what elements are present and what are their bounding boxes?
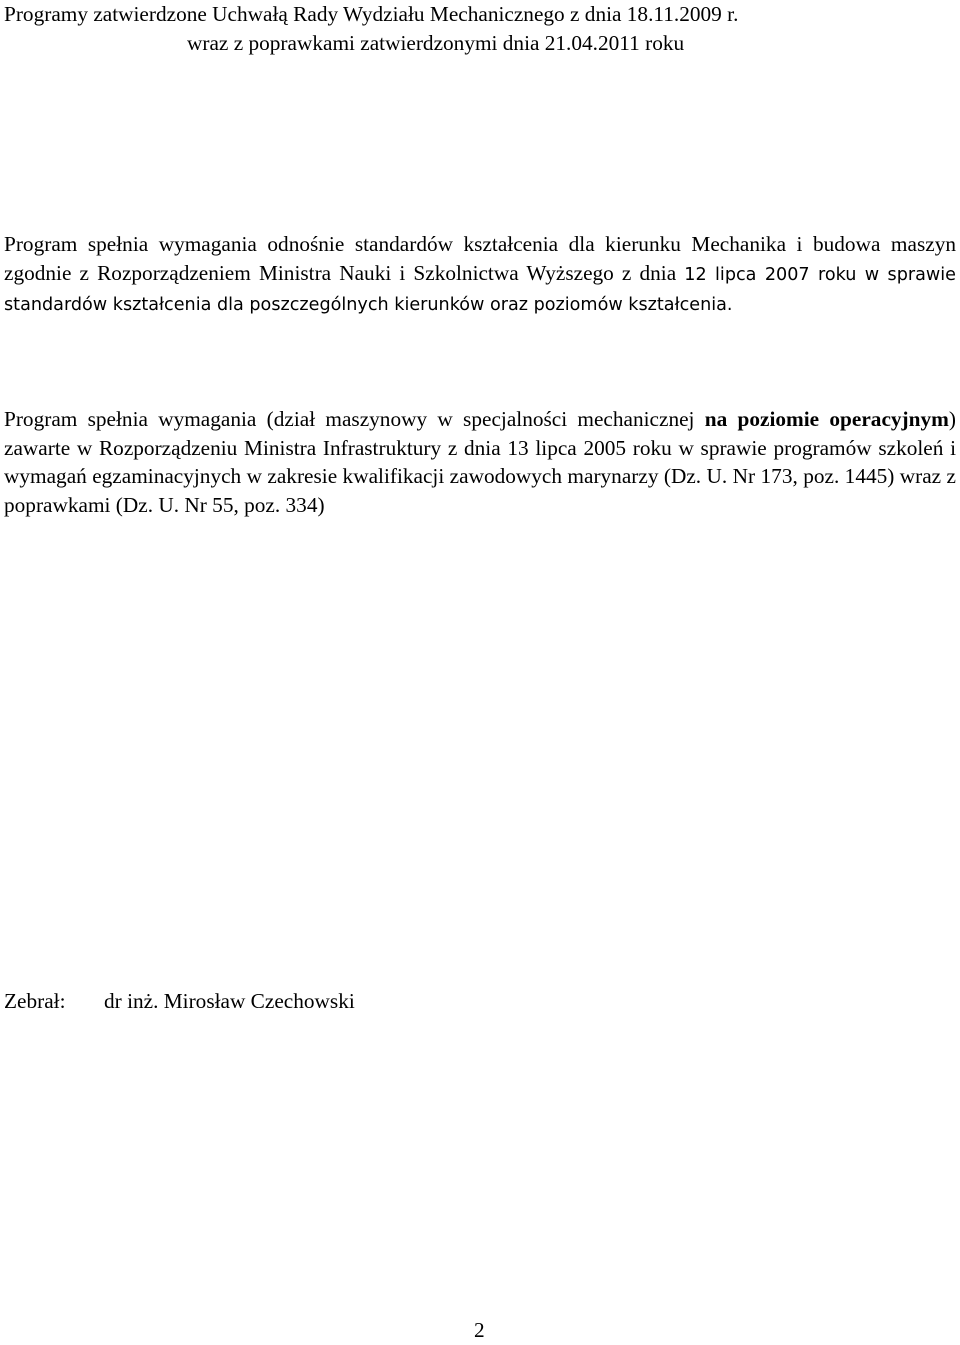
header-line-approval: Programy zatwierdzone Uchwałą Rady Wydziału Mechanicznego z dnia 18.11.2009 r.	[4, 2, 739, 26]
paragraph-standards-text-sans: 12 lipca 2007 roku w sprawie standardów kształcenia dla poszczególnych kierunków oraz poziomów kształcenia.	[4, 264, 956, 315]
paragraph-standards	[4, 230, 956, 320]
paragraph-standards-text-serif: Program spełnia wymagania odnośnie standardów kształcenia dla kierunku Mechanika i budowa maszyn zgodnie z Rozporządzeniem Ministra Nauki i Szkolnictwa Wyższego z dnia	[4, 232, 956, 285]
signature-name: dr inż. Mirosław Czechowski	[104, 989, 355, 1013]
signature-line	[4, 987, 355, 1016]
header-line-amendments: wraz z poprawkami zatwierdzonymi dnia 21.04.2011 roku	[187, 30, 685, 55]
paragraph-requirements-text-start: Program spełnia wymagania (dział maszynowy w specjalności mechanicznej	[4, 407, 705, 431]
signature-label: Zebrał:	[4, 989, 66, 1013]
document-header	[4, 0, 944, 57]
paragraph-requirements-text-end: ) zawarte w Rozporządzeniu Ministra Infrastruktury z dnia 13 lipca 2005 roku w sprawie programów szkoleń i wymagań egzaminacyjnych w zakresie kwalifikacji zawodowych marynarzy (Dz. U. Nr 173, poz. 1445) wraz z poprawkami (Dz. U. Nr 55, poz. 334)	[4, 407, 956, 517]
page-number: 2	[474, 1318, 485, 1342]
paragraph-requirements-bold: na poziomie operacyjnym	[704, 407, 949, 431]
paragraph-requirements	[4, 405, 956, 519]
